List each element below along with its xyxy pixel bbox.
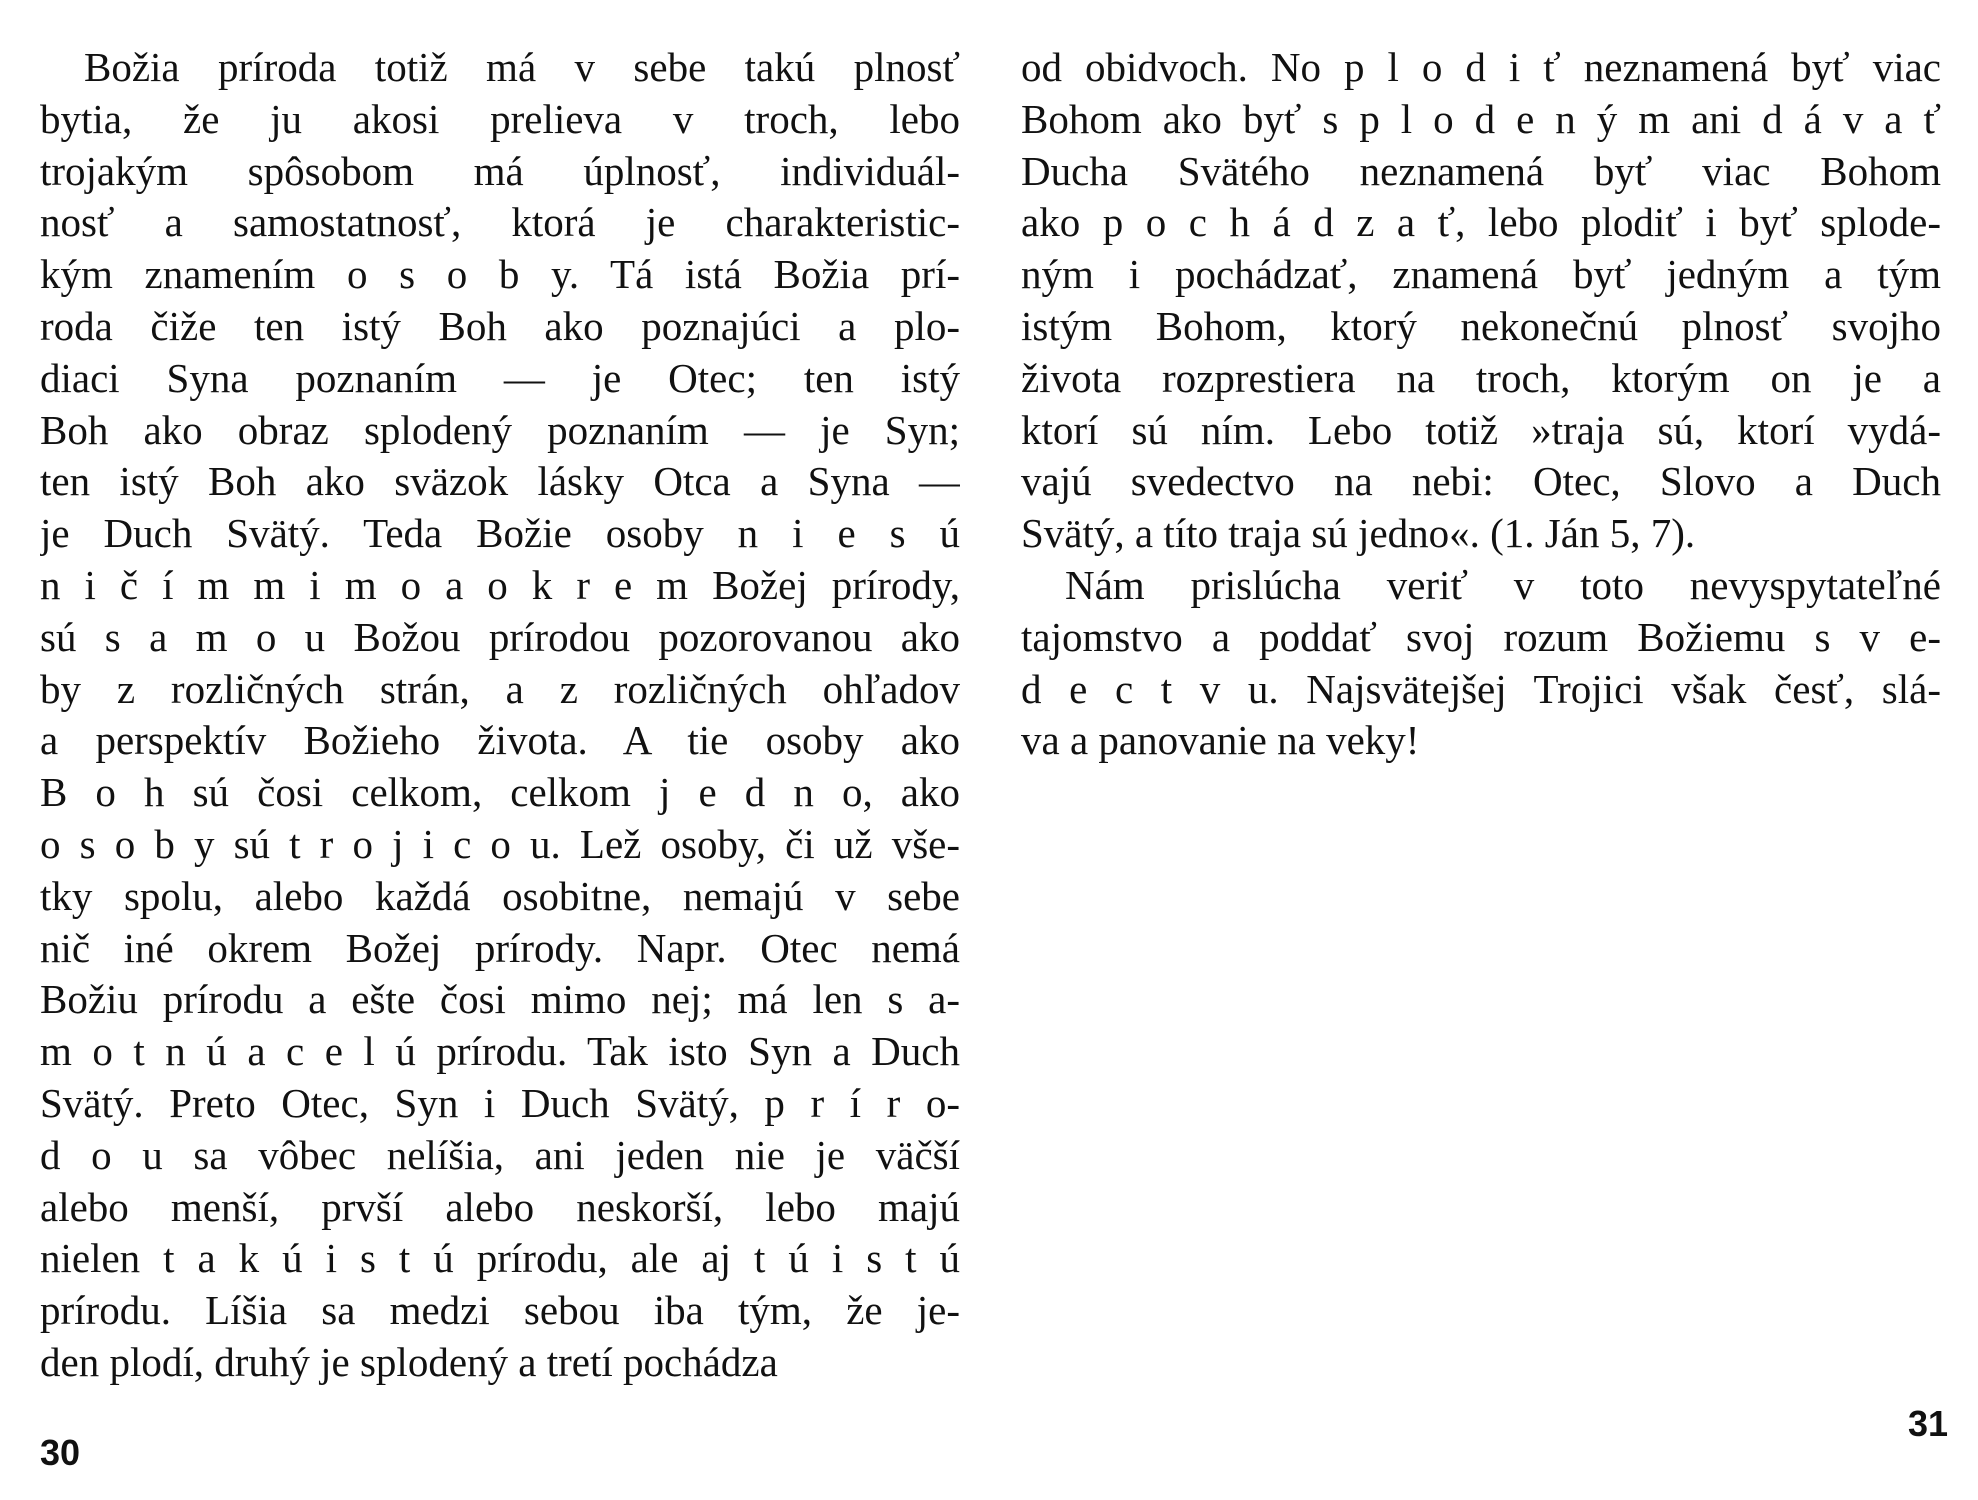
text-line: je Duch Svätý. Teda Božie osoby n i e s ú: [40, 510, 960, 557]
text-line: d o u sa vôbec nelíšia, ani jeden nie je väčší: [40, 1131, 960, 1178]
text-line: a perspektív Božieho života. A tie osoby ako: [40, 717, 960, 764]
text-line: života rozprestiera na troch, ktorým on je a: [1021, 354, 1941, 401]
text-line: nielen t a k ú i s t ú prírodu, ale aj t ú i s t ú: [40, 1235, 960, 1282]
text-line: Svätý. Preto Otec, Syn i Duch Svätý, p r í r o-: [40, 1079, 960, 1126]
text-line: roda čiže ten istý Boh ako poznajúci a plo-: [40, 302, 960, 349]
text-line: tky spolu, alebo každá osobitne, nemajú v sebe: [40, 872, 960, 919]
text-line: m o t n ú a c e l ú prírodu. Tak isto Syn a Duch: [40, 1028, 960, 1075]
text-line: Nám prislúcha veriť v toto nevyspytateľné: [1065, 561, 1941, 608]
text-line: Boh ako obraz splodený poznaním — je Syn;: [40, 406, 960, 453]
text-line: ným i pochádzať, znamená byť jedným a tým: [1021, 251, 1941, 298]
text-line: nič iné okrem Božej prírody. Napr. Otec nemá: [40, 924, 960, 971]
text-line: alebo menší, prvší alebo neskorší, lebo majú: [40, 1183, 960, 1230]
text-line: by z rozličných strán, a z rozličných ohľadov: [40, 665, 960, 712]
left-page-text: [40, 42, 960, 1389]
text-line: ako p o c h á d z a ť, lebo plodiť i byť splode-: [1021, 199, 1941, 246]
text-line: den plodí, druhý je splodený a tretí pochádza: [40, 1338, 778, 1385]
text-line: od obidvoch. No p l o d i ť neznamená byť viac: [1021, 44, 1941, 90]
text-line: ten istý Boh ako sväzok lásky Otca a Syna —: [40, 458, 960, 505]
text-line: nosť a samostatnosť, ktorá je charakteristic-: [40, 199, 960, 246]
text-line: Ducha Svätého neznamená byť viac Bohom: [1021, 147, 1941, 194]
text-line: va a panovanie na veky!: [1021, 717, 1420, 764]
text-line: trojakým spôsobom má úplnosť, individuál-: [40, 147, 960, 194]
text-line: bytia, že ju akosi prelieva v troch, lebo: [40, 95, 960, 142]
text-line: Božia príroda totiž má v sebe takú plnosť: [84, 44, 960, 90]
text-line: o s o b y sú t r o j i c o u. Lež osoby, či už vše-: [40, 820, 960, 867]
page-number-left: 30: [40, 1432, 81, 1473]
right-page: [989, 0, 1978, 1500]
text-line: kým znamením o s o b y. Tá istá Božia prí-: [40, 251, 960, 298]
text-line: prírodu. Líšia sa medzi sebou iba tým, že je-: [40, 1287, 960, 1334]
right-page-text: [1021, 42, 1941, 767]
text-line: d e c t v u. Najsvätejšej Trojici však česť, slá-: [1021, 665, 1941, 712]
text-line: sú s a m o u Božou prírodou pozorovanou ako: [40, 613, 960, 660]
text-line: ktorí sú ním. Lebo totiž »traja sú, ktorí vydá-: [1021, 406, 1941, 453]
text-line: istým Bohom, ktorý nekonečnú plnosť svojho: [1021, 302, 1941, 349]
text-line: B o h sú čosi celkom, celkom j e d n o, ako: [40, 769, 960, 816]
text-line: diaci Syna poznaním — je Otec; ten istý: [40, 354, 960, 401]
text-line: tajomstvo a poddať svoj rozum Božiemu s v e-: [1021, 613, 1941, 660]
text-line: Svätý, a títo traja sú jedno«. (1. Ján 5, 7).: [1021, 510, 1696, 557]
text-line: n i č í m m i m o a o k r e m Božej prírody,: [40, 561, 960, 608]
text-line: vajú svedectvo na nebi: Otec, Slovo a Duch: [1021, 458, 1941, 505]
text-line: Božiu prírodu a ešte čosi mimo nej; má len s a-: [40, 976, 960, 1023]
text-line: Bohom ako byť s p l o d e n ý m ani d á v a ť: [1021, 95, 1941, 142]
page-number-right: 31: [1907, 1403, 1948, 1444]
